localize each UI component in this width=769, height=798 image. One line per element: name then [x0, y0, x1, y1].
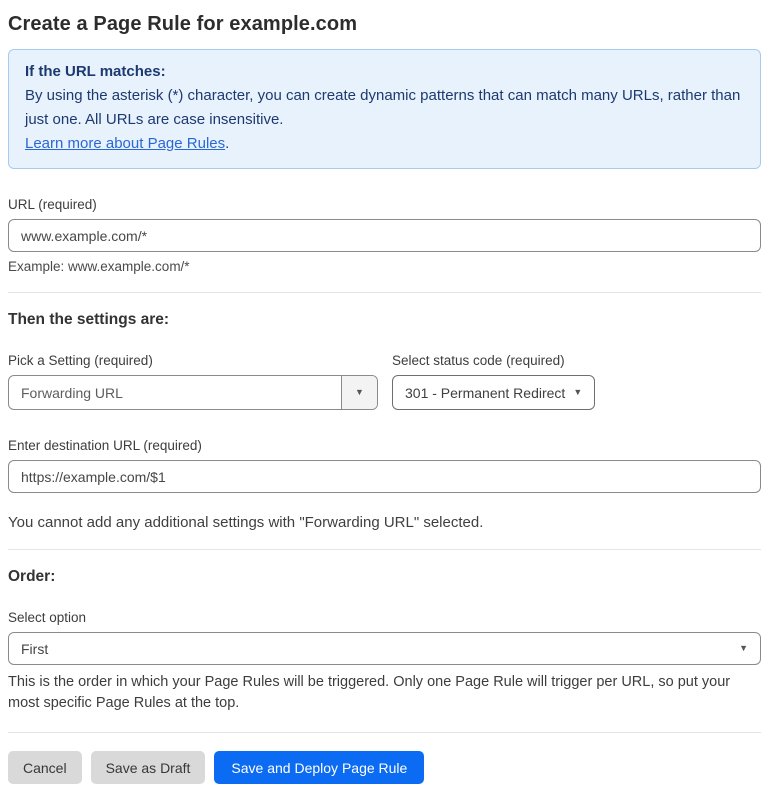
chevron-down-icon: ▼	[739, 643, 748, 653]
url-example-text: Example: www.example.com/*	[8, 259, 190, 274]
learn-more-link[interactable]: Learn more about Page Rules	[25, 135, 226, 152]
save-as-draft-button[interactable]: Save as Draft	[91, 751, 206, 784]
chevron-down-icon: ▼	[573, 387, 583, 397]
setting-status-row	[8, 353, 761, 410]
url-input[interactable]	[8, 219, 761, 252]
cancel-button[interactable]: Cancel	[8, 751, 82, 784]
info-box-link-line	[25, 132, 744, 156]
setting-select-value: Forwarding URL	[21, 384, 123, 401]
status-select-value: 301 - Permanent Redirect	[405, 384, 566, 401]
order-help-text: This is the order in which your Page Rules will be triggered. Only one Page Rule will trigger per URL, so put your most specific Page Rules at the top.	[8, 674, 731, 711]
chevron-down-icon: ▼	[355, 387, 364, 397]
status-code-select[interactable]	[392, 375, 595, 410]
save-and-deploy-button[interactable]: Save and Deploy Page Rule	[214, 751, 424, 784]
status-select-label: Select status code (required)	[392, 353, 565, 368]
divider	[8, 549, 761, 550]
divider	[8, 732, 761, 733]
order-select-value: First	[21, 640, 49, 657]
order-select[interactable]	[8, 632, 761, 665]
destination-field-label: Enter destination URL (required)	[8, 438, 202, 453]
link-suffix: .	[225, 135, 230, 152]
info-box-heading: If the URL matches:	[25, 63, 166, 80]
destination-url-input[interactable]	[8, 460, 761, 493]
setting-column	[8, 353, 378, 410]
divider	[8, 292, 761, 293]
settings-note: You cannot add any additional settings with "Forwarding URL" selected.	[8, 514, 484, 531]
footer-actions	[8, 751, 761, 784]
order-select-label: Select option	[8, 610, 87, 625]
settings-section-heading: Then the settings are:	[8, 311, 170, 328]
page-title: Create a Page Rule for example.com	[8, 13, 358, 35]
setting-select-label: Pick a Setting (required)	[8, 353, 153, 368]
status-column	[392, 353, 595, 410]
setting-select-arrow-button[interactable]	[341, 376, 377, 409]
setting-select[interactable]	[8, 375, 378, 410]
order-section-heading: Order:	[8, 568, 56, 585]
info-box-body: By using the asterisk (*) character, you can create dynamic patterns that can match many URLs, rather than just one. All URLs are case insensitive.	[25, 87, 741, 128]
url-field-label: URL (required)	[8, 197, 97, 212]
url-match-info-box	[8, 49, 761, 169]
